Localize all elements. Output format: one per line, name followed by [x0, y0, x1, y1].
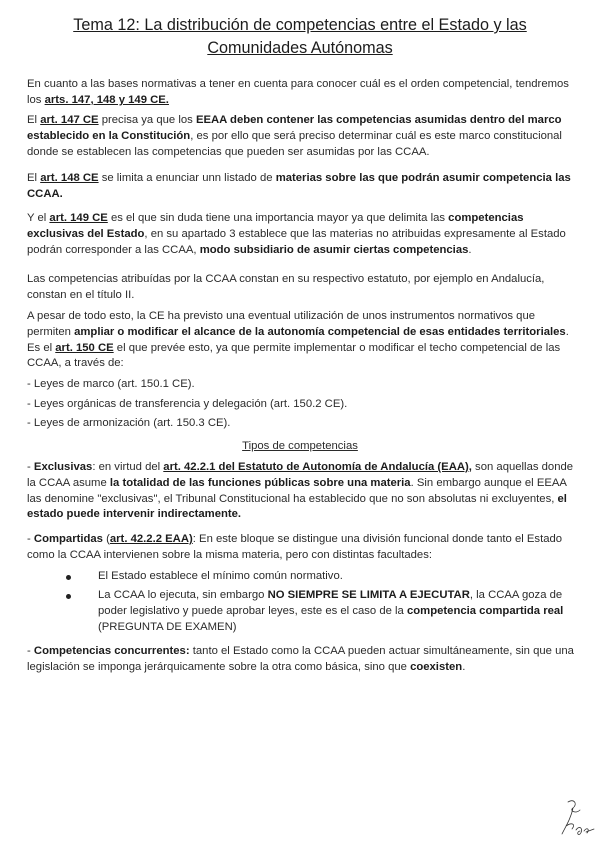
- text: : En este bloque se distingue una división funcional donde tanto el Estado como la CCAA intervienen sobre la misma materia, pero con distintas facultades:: [27, 533, 563, 561]
- text: El: [27, 172, 41, 184]
- text: El: [27, 114, 41, 126]
- article-reference: art. 42.2.2 EAA): [109, 533, 193, 545]
- paragraph-art-150: [27, 309, 577, 372]
- text: es el que sin duda tiene una importancia mayor ya que delimita las: [107, 212, 449, 224]
- paragraph-art-148: [27, 171, 577, 203]
- text: La CCAA lo ejecuta, sin embargo: [98, 589, 268, 601]
- bold-text: modo subsidiario de asumir ciertas competencias: [199, 243, 469, 256]
- text: , es por ello que será preciso determinar cuál es este marco constitucional donde se establecen las competencias que pueden ser asumidas por las CCAA.: [27, 129, 562, 158]
- text: tanto el Estado como la CCAA pueden actuar simultáneamente, sin que una legislación se imponga jerárquicamente sobre la otra como básica, sino que: [27, 645, 574, 673]
- paragraph-compartidas: [27, 532, 577, 564]
- paragraph-exclusivas: [27, 460, 577, 523]
- bullet-dot: [66, 575, 71, 580]
- text: se limita a enunciar unn listado de: [98, 172, 276, 184]
- paragraph-estatutos: [27, 272, 577, 304]
- bold-text: ampliar o modificar el alcance de la autonomía competencial de esas entidades territoriales: [74, 325, 566, 338]
- text: el que prevée esto, ya que permite implementar o modificar el techo competencial de las CCAA, a través de:: [27, 341, 561, 370]
- text: En cuanto a las bases normativas a tener en cuenta para conocer cuál es el orden competencial, tendremos los: [27, 78, 569, 106]
- term-concurrentes: Competencias concurrentes:: [33, 645, 190, 657]
- paragraph-art-149: [27, 211, 577, 258]
- text: : en virtud del: [92, 461, 164, 473]
- list-item: - Leyes de marco (art. 150.1 CE).: [27, 378, 195, 390]
- list-item: - Leyes de armonización (art. 150.3 CE).: [27, 417, 231, 429]
- text: Y el: [27, 212, 50, 224]
- title-line-1: Tema 12: La distribución de competencias entre el Estado y las: [73, 16, 527, 34]
- articles-reference: arts. 147, 148 y 149 CE.: [44, 93, 169, 106]
- text: , en su apartado 3 establece que las materias no atribuidas expresamente al Estado podrán corresponder a las CCAA,: [27, 227, 566, 256]
- article-reference: art. 150 CE: [55, 341, 114, 354]
- title-line-2: Comunidades Autónomas: [207, 39, 393, 57]
- bullet-item-2: [98, 588, 578, 635]
- bold-text: coexisten: [410, 660, 463, 673]
- bold-text: el estado puede intervenir indirectamente.: [27, 492, 567, 521]
- bold-text: materias sobre las que podrán asumir competencia las CCAA.: [27, 172, 571, 200]
- bold-text: EEAA deben contener las competencias asumidas dentro del marco establecido en la Constitución: [27, 114, 562, 142]
- text: son aquellas donde la CCAA asume: [27, 461, 574, 489]
- paragraph-art-147: [27, 113, 577, 160]
- text: , la CCAA goza de poder legislativo y puede aprobar leyes, este es el caso de la: [98, 589, 563, 617]
- bold-text: competencias exclusivas del Estado: [27, 212, 524, 240]
- article-reference: art. 149 CE: [49, 212, 108, 224]
- text: (: [102, 533, 110, 545]
- text: -: [27, 533, 34, 545]
- article-reference: art. 148 CE: [40, 172, 99, 184]
- bold-text: NO SIEMPRE SE LIMITA A EJECUTAR: [267, 589, 470, 601]
- term-compartidas: Compartidas: [33, 533, 103, 545]
- bold-text: la totalidad de las funciones públicas sobre una materia: [109, 476, 411, 489]
- text: .: [468, 243, 472, 256]
- paragraph-bases-normativas: [27, 77, 577, 109]
- signature-mark: [556, 796, 596, 840]
- text: -: [27, 461, 34, 473]
- text: . Es el: [27, 325, 569, 354]
- bullet-dot: [66, 594, 71, 599]
- bullet-item-1: El Estado establece el mínimo común normativo.: [98, 570, 343, 582]
- text: precisa ya que los: [98, 114, 196, 126]
- list-item: - Leyes orgánicas de transferencia y delegación (art. 150.2 CE).: [27, 398, 348, 410]
- text: A pesar de todo esto, la CE ha previsto una eventual utilización de unos instrumentos normativos que permiten: [27, 310, 536, 338]
- text: (PREGUNTA DE EXAMEN): [98, 620, 237, 633]
- bold-text: competencia compartida real: [406, 604, 564, 617]
- text: -: [27, 645, 34, 657]
- paragraph-concurrentes: [27, 644, 577, 676]
- term-exclusivas: Exclusivas: [33, 461, 93, 473]
- article-reference: art. 42.2.1 del Estatuto de Autonomía de Andalucía (EAA),: [163, 461, 472, 473]
- section-subtitle: Tipos de competencias: [242, 440, 358, 452]
- article-reference: art. 147 CE: [40, 114, 99, 126]
- text: . Sin embargo aunque el EEAA las denomine "exclusivas", el Tribunal Constitucional ha establecido que no son absolutas ni excluyentes,: [27, 476, 567, 505]
- page-title: [40, 14, 560, 60]
- text: .: [462, 660, 466, 673]
- text: Las competencias atribuídas por la CCAA constan en su respectivo estatuto, por ejemplo en Andalucía, constan en el título II.: [27, 273, 545, 301]
